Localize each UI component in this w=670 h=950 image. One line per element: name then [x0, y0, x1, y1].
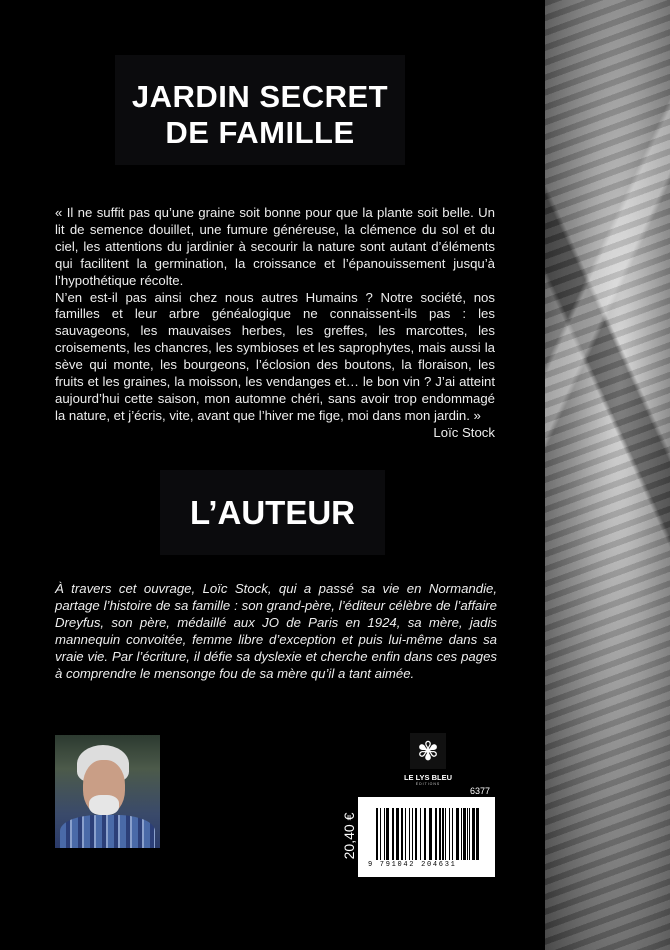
publisher-sub: ÉDITIONS [415, 782, 441, 786]
barcode-bar [376, 808, 378, 860]
barcode-bar [449, 808, 450, 860]
barcode-bar [392, 808, 394, 860]
barcode-bar [396, 808, 399, 860]
barcode-bar [469, 808, 470, 860]
barcode-bar [420, 808, 421, 860]
barcode-bar [442, 808, 444, 860]
publisher-name: LE LYS BLEU [403, 773, 453, 782]
cover-artwork-strip [545, 0, 670, 950]
author-photo [55, 735, 160, 848]
barcode-bar [424, 808, 426, 860]
barcode-bar [476, 808, 479, 860]
barcode-bar [439, 808, 441, 860]
quote-paragraph: « Il ne suffit pas qu’une graine soit bonne pour que la plante soit belle. Un lit de semence douillet, une fumure généreuse, la clémence du sol et du ciel, les attentions du jardinier à secourir la nature sont autant d’éléments qui facilitent la germination, la croissance et l’épanouissement jusqu’à l’hypothétique récolte. [55, 205, 495, 288]
author-heading: L’AUTEUR [190, 494, 355, 531]
title-line-1: JARDIN SECRET [131, 79, 389, 114]
barcode-bar [456, 808, 459, 860]
barcode-bar [467, 808, 468, 860]
barcode-bar [435, 808, 437, 860]
author-bio: À travers cet ouvrage, Loïc Stock, qui a passé sa vie en Normandie, partage l’histoire de sa famille : son grand-père, l’éditeur célèbre de l’affaire Dreyfus, son père, médaillé aux JO de Paris en 1924, sa mère, jadis mannequin convoitée, femme libre d’exception et puis lui-même dans sa vraie vie. Par l’écriture, il défie sa dyslexie et cherche enfin dans ces pages à comprendre le mensonge fou de sa mère qu’il a tant aimée. [55, 581, 497, 681]
barcode-bar [429, 808, 432, 860]
title-line-2: DE FAMILLE [165, 115, 355, 150]
barcode-bars [376, 808, 483, 860]
publisher-logo [398, 733, 458, 801]
barcode-bar [463, 808, 466, 860]
barcode-bar [415, 808, 417, 860]
barcode-bar [472, 808, 475, 860]
barcode-bar [452, 808, 453, 860]
isbn-number: 9 791042 204631 [368, 861, 457, 869]
barcode-bar [380, 808, 381, 860]
barcode-bar [405, 808, 406, 860]
barcode-bar [461, 808, 462, 860]
quote-signature: Loïc Stock [433, 424, 495, 440]
barcode [358, 797, 495, 877]
lotus-icon: ✾ [410, 733, 446, 769]
price: 20,40 € [341, 812, 357, 860]
book-title [115, 55, 405, 165]
barcode-bar [412, 808, 413, 860]
back-cover-quote [55, 205, 495, 442]
author-heading-box [160, 470, 385, 555]
product-code: 6377 [470, 786, 491, 796]
quote-paragraph: N’en est-il pas ainsi chez nous autres Humains ? Notre société, nos familles et leur arbre généalogique ne connaissent-ils pas : les sauvageons, les mauvaises herbes, les greffes, les marcottes, les croisements, les chancres, les symbioses et les saprophytes, mais aussi la sève qui monte, les bourgeons, l’éclosion des boutons, la floraison, les fruits et les graines, la moisson, les vendanges et… le bon vin ? J’ai atteint aujourd’hui cette saison, mon automne chéri, sans avoir trop endommagé la nature, et j’écris, vite, avant que l’hiver me fige, moi dans mon jardin. » [55, 289, 495, 423]
barcode-bar [445, 808, 446, 860]
barcode-bar [409, 808, 410, 860]
barcode-bar [386, 808, 389, 860]
barcode-bar [401, 808, 403, 860]
barcode-bar [384, 808, 385, 860]
